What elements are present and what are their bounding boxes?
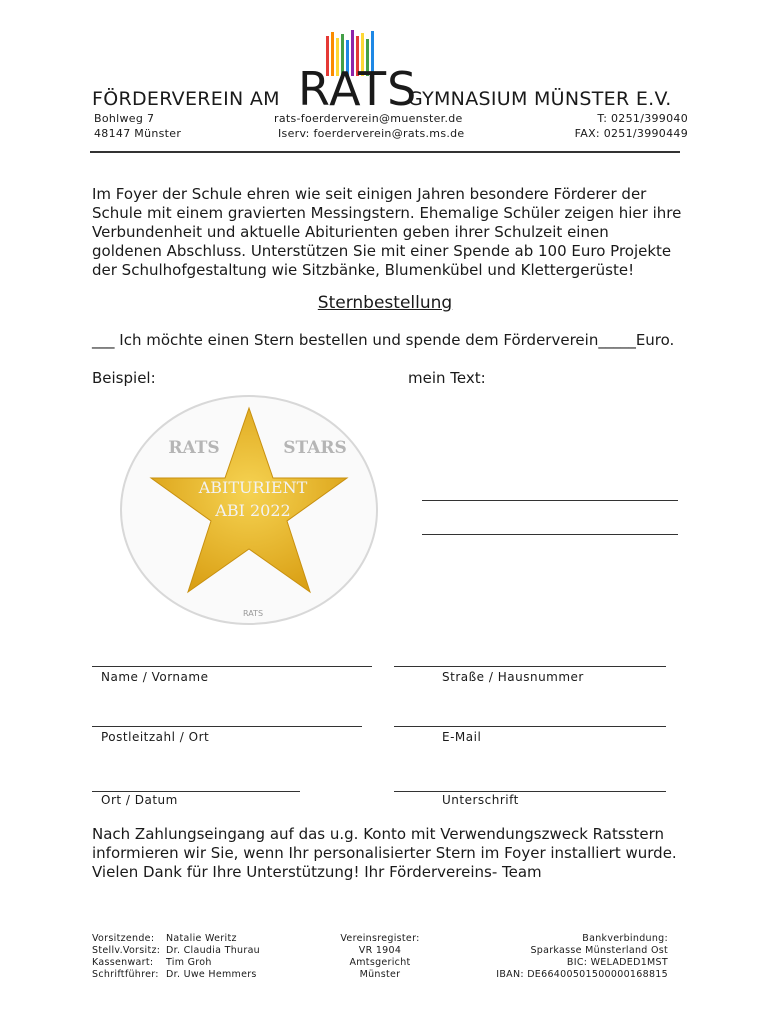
email-address[interactable]: rats-foerderverein@muenster.de	[274, 112, 463, 125]
address-street: Bohlweg 7	[94, 112, 155, 125]
register-line: VR 1904	[358, 945, 402, 956]
star-example-image	[114, 392, 384, 632]
closing-line: informieren wir Sie, wenn Ihr personalisierter Stern im Foyer installiert wurde.	[92, 844, 677, 862]
footer-person: Tim Groh	[166, 957, 212, 968]
street-line[interactable]	[394, 666, 666, 667]
star-right-word: STARS	[283, 438, 347, 458]
order-statement[interactable]: ___ Ich möchte einen Stern bestellen und spende dem Förderverein_____Euro.	[92, 331, 675, 349]
signature-label: Unterschrift	[442, 793, 519, 807]
footer-names	[166, 933, 260, 981]
intro-line: goldenen Abschluss. Unterstützen Sie mit einer Spende ab 100 Euro Projekte	[92, 242, 672, 260]
name-label: Name / Vorname	[101, 670, 209, 684]
my-text-label: mein Text:	[408, 369, 486, 387]
star-engrave-line1: ABITURIENT	[198, 478, 308, 497]
bank-line: BIC: WELADED1MST	[566, 957, 668, 968]
zip-label: Postleitzahl / Ort	[101, 730, 210, 744]
footer-roles	[92, 933, 160, 981]
my-text-line-2[interactable]	[422, 534, 678, 535]
footer-role: Vorsitzende:	[92, 933, 155, 944]
footer-person: Dr. Uwe Hemmers	[166, 969, 257, 980]
star-engrave-line2: ABI 2022	[215, 501, 291, 520]
header-rats-logo-text: RATS	[298, 62, 418, 116]
star-small-logo: RATS	[242, 609, 264, 618]
footer-role: Schriftführer:	[92, 969, 159, 980]
intro-line: der Schulhofgestaltung wie Sitzbänke, Blumenkübel und Klettergerüste!	[92, 261, 635, 279]
order-heading: Sternbestellung	[317, 293, 453, 313]
header-title-left: FÖRDERVEREIN AM	[92, 88, 280, 110]
my-text-line-1[interactable]	[422, 500, 678, 501]
header-divider	[90, 151, 680, 153]
signature-line[interactable]	[394, 791, 666, 792]
intro-line: Im Foyer der Schule ehren wie seit einigen Jahren besondere Förderer der	[92, 185, 647, 203]
bank-line: Bankverbindung:	[582, 933, 668, 944]
place-date-line[interactable]	[92, 791, 300, 792]
header-title-right: GYMNASIUM MÜNSTER E.V.	[408, 88, 672, 110]
email-label: E-Mail	[442, 730, 482, 744]
footer-role: Kassenwart:	[92, 957, 154, 968]
closing-line: Nach Zahlungseingang auf das u.g. Konto mit Verwendungszweck Ratsstern	[92, 825, 664, 843]
street-label: Straße / Hausnummer	[442, 670, 584, 684]
iserv-email[interactable]: Iserv: foerderverein@rats.ms.de	[278, 127, 465, 140]
example-label: Beispiel:	[92, 369, 156, 387]
footer-register	[318, 933, 442, 981]
intro-line: Schule mit einem gravierten Messingstern. Ehemalige Schüler zeigen hier ihre	[92, 204, 682, 222]
footer-bank	[496, 933, 668, 981]
intro-paragraph	[92, 185, 681, 280]
bank-line: Sparkasse Münsterland Ost	[530, 945, 668, 956]
zip-line[interactable]	[92, 726, 362, 727]
footer-person: Dr. Claudia Thurau	[166, 945, 261, 956]
email-line[interactable]	[394, 726, 666, 727]
fax-number: FAX: 0251/3990449	[574, 127, 688, 140]
closing-paragraph	[92, 825, 677, 882]
register-line: Vereinsregister:	[340, 933, 420, 944]
footer-person: Natalie Weritz	[166, 933, 237, 944]
bank-line: IBAN: DE66400501500000168815	[496, 969, 668, 980]
closing-line: Vielen Dank für Ihre Unterstützung! Ihr Fördervereins- Team	[92, 863, 542, 881]
register-line: Münster	[359, 969, 401, 980]
register-line: Amtsgericht	[349, 957, 411, 968]
phone-number: T: 0251/399040	[597, 112, 688, 125]
address-city: 48147 Münster	[94, 127, 182, 140]
name-line[interactable]	[92, 666, 372, 667]
footer-role: Stellv.Vorsitz:	[92, 945, 161, 956]
place-date-label: Ort / Datum	[101, 793, 178, 807]
intro-line: Verbundenheit und aktuelle Abiturienten geben ihrer Schulzeit einen	[92, 223, 609, 241]
star-left-word: RATS	[168, 438, 220, 458]
